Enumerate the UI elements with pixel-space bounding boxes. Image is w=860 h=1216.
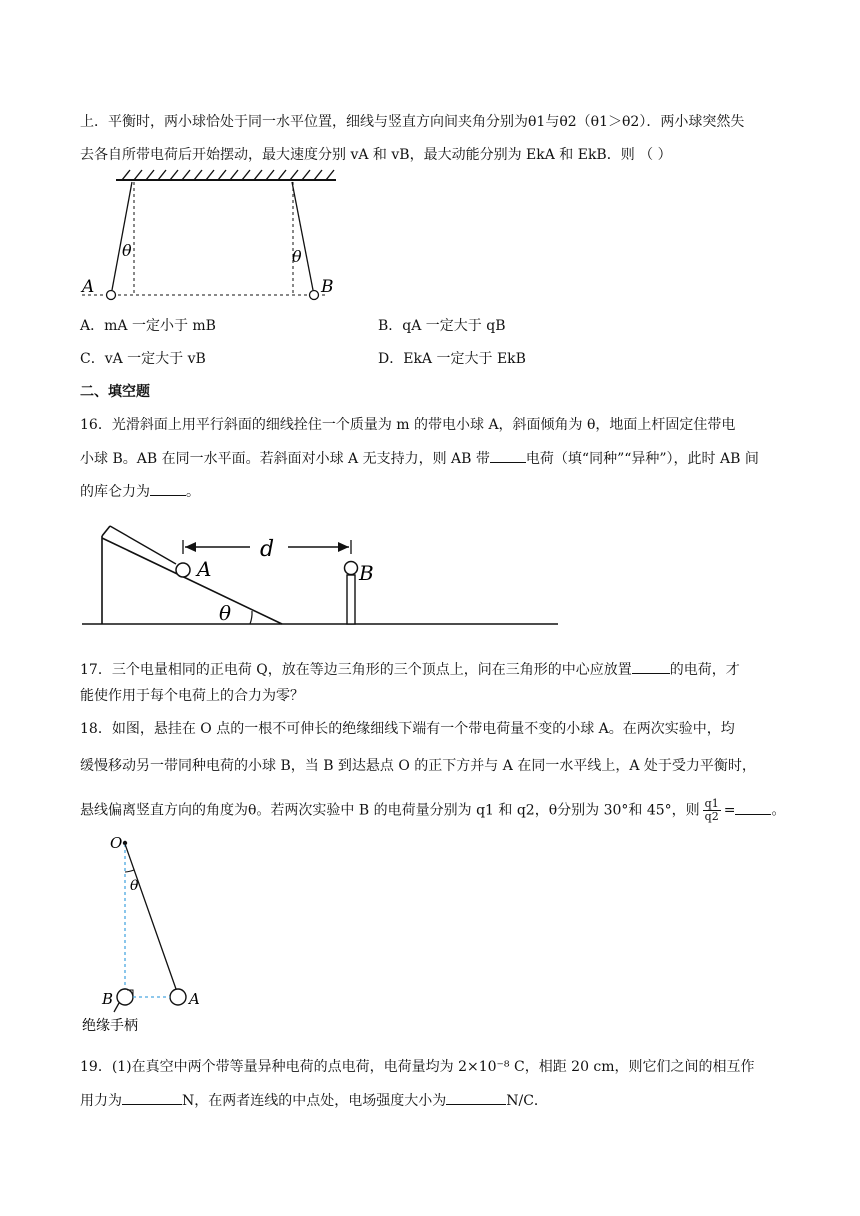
q15-ball-b-label: B	[321, 277, 334, 297]
q15-ball-a-label: A	[82, 277, 95, 297]
q19-line-2-part-1: 用力为	[80, 1093, 122, 1109]
q19-text-line-2	[80, 1090, 548, 1111]
q18-pendulum-figure	[78, 832, 218, 1042]
q18-text-line-1: 18．如图，悬挂在 O 点的一根不可伸长的绝缘细线下端有一个带电荷量不变的小球 A。在两次实验中，均	[80, 721, 735, 737]
q16-distance-label: d	[260, 537, 275, 562]
q16-line-3-part-2: 。	[186, 484, 200, 500]
q15-theta-right-label: θ	[292, 247, 302, 266]
q15-text-line-2: 去各自所带电荷后开始摆动，最大速度分别 vA 和 vB，最大动能分别为 EkA 和 EkB．则 （ ）	[80, 147, 672, 163]
q19-text-line-1: 19．(1)在真空中两个带等量异种电荷的点电荷，电荷量均为 2×10⁻⁸ C，相距 20 cm，则它们之间的相互作	[80, 1059, 755, 1075]
q18-blank-ratio[interactable]	[735, 800, 771, 815]
q16-line-2-part-1: 小球 B。AB 在同一水平面。若斜面对小球 A 无支持力，则 AB 带	[80, 451, 490, 467]
q15-option-b: B．qA 一定大于 qB	[378, 318, 506, 334]
q19-blank-force[interactable]	[122, 1090, 182, 1105]
q16-ball-b-label: B	[359, 561, 374, 585]
q15-option-a: A．mA 一定小于 mB	[80, 318, 216, 334]
q17-line-1-part-2: 的电荷，才	[669, 662, 740, 678]
q19-line-2-part-3: N/C．	[506, 1093, 548, 1109]
q16-text-line-2	[80, 448, 759, 469]
q18-ball-a-label: A	[189, 990, 200, 1008]
q18-theta-label: θ	[130, 878, 139, 894]
q18-line-3-part-2: 。	[771, 802, 786, 819]
q18-charge-ratio-fraction	[703, 798, 721, 823]
q18-fraction-numerator: q1	[704, 797, 719, 810]
q16-ball-a-label: A	[197, 557, 212, 581]
q15-pendulum-figure	[78, 168, 348, 304]
q18-fraction-denominator: q2	[704, 810, 719, 823]
q18-point-o-label: O	[110, 834, 123, 852]
q19-line-2-part-2: N，在两者连线的中点处，电场强度大小为	[182, 1093, 447, 1109]
q18-line-3-equals: =	[723, 802, 736, 819]
q15-text-line-1: 上．平衡时，两小球恰处于同一水平位置，细线与竖直方向间夹角分别为θ1与θ2（θ1＞θ2）．两小球突然失	[80, 114, 745, 130]
q16-blank-coulomb-force[interactable]	[150, 481, 186, 496]
q19-blank-field-strength[interactable]	[446, 1090, 506, 1105]
q15-option-d: D．EkA 一定大于 EkB	[378, 351, 526, 367]
q18-ball-b-label: B	[102, 990, 114, 1008]
q18-text-line-2: 缓慢移动另一带同种电荷的小球 B，当 B 到达悬点 O 的正下方并与 A 在同一水平线上，A 处于受力平衡时，	[80, 758, 756, 774]
q17-text-line-2: 能使作用于每个电荷上的合力为零？	[80, 688, 304, 704]
q16-line-2-part-2: 电荷（填“同种”“异种”），此时 AB 间	[525, 451, 759, 467]
q17-line-1-part-1: 17．三个电量相同的正电荷 Q，放在等边三角形的三个顶点上，问在三角形的中心应放置	[80, 662, 632, 678]
q16-blank-charge-type[interactable]	[490, 448, 526, 463]
q18-line-3-part-1: 悬线偏离竖直方向的角度为θ。若两次实验中 B 的电荷量分别为 q1 和 q2，θ分别为 30°和 45°，则	[80, 802, 700, 819]
q16-text-line-1: 16．光滑斜面上用平行斜面的细线拴住一个质量为 m 的带电小球 A，斜面倾角为 θ，地面上杆固定住带电	[80, 417, 736, 433]
q16-line-3-part-1: 的库仑力为	[80, 484, 150, 500]
q18-handle-label: 绝缘手柄	[82, 1018, 138, 1034]
q15-theta-left-label: θ	[122, 241, 132, 260]
q16-text-line-3	[80, 481, 200, 502]
q18-text-line-3	[80, 798, 785, 823]
q17-blank-charge[interactable]	[632, 659, 670, 674]
q16-angle-label: θ	[219, 601, 232, 625]
section-title: 二、填空题	[80, 384, 150, 400]
q15-option-c: C．vA 一定大于 vB	[80, 351, 206, 367]
q16-incline-figure	[80, 518, 560, 630]
q17-text-line-1	[80, 659, 740, 680]
